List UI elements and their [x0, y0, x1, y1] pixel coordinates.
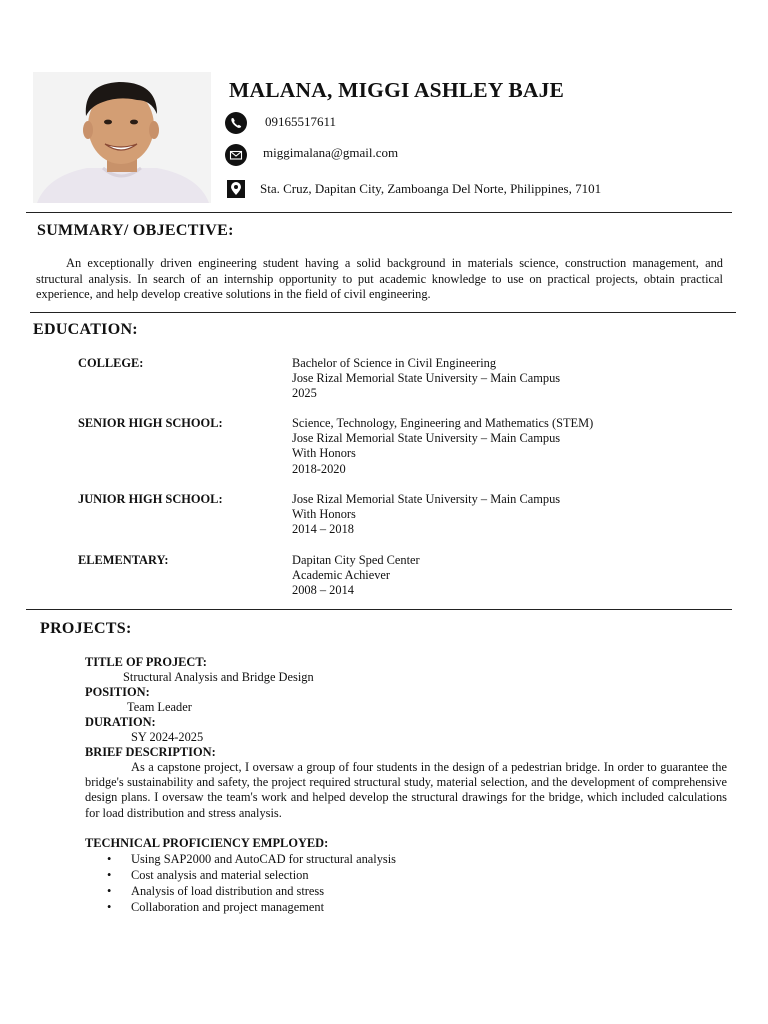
- education-details-college: [292, 356, 560, 402]
- education-line: With Honors: [292, 446, 356, 461]
- education-label-college: COLLEGE:: [78, 356, 144, 370]
- technical-proficiency-list: [85, 851, 396, 915]
- list-item: • Using SAP2000 and AutoCAD for structural analysis: [85, 851, 396, 867]
- summary-text: An exceptionally driven engineering student having a solid background in materials science, construction management, and structural analysis. In search of an internship opportunity to put academic knowledge to use on practical projects, obtain practical experience, and help develop creative solutions in the field of civil engineering.: [36, 256, 723, 302]
- mail-icon: [225, 144, 247, 166]
- education-line: Jose Rizal Memorial State University – Main Campus: [292, 492, 561, 506]
- project-description-text: As a capstone project, I oversaw a group of four students in the design of a pedestrian bridge. In order to guarantee the bridge's sustainability and safety, the project required structural study, material selection, and the development of comprehensive design plans. I oversaw the team's work and helped develop the structural drawings for the bridge, which included calculations for load distribution and stress analysis.: [85, 760, 727, 820]
- location-icon: [227, 180, 245, 198]
- education-details-senior-high: [292, 416, 593, 477]
- summary-heading: SUMMARY/ OBJECTIVE:: [37, 222, 234, 239]
- email-address: miggimalana@gmail.com: [263, 145, 399, 160]
- education-line: Science, Technology, Engineering and Mathematics (STEM): [292, 416, 594, 430]
- project-position-value: Team Leader: [127, 700, 192, 714]
- phone-icon: [225, 112, 247, 134]
- home-address: Sta. Cruz, Dapitan City, Zamboanga Del Norte, Philippines, 7101: [260, 181, 602, 196]
- section-divider: [26, 609, 732, 610]
- list-item: • Collaboration and project management: [85, 899, 396, 915]
- technical-proficiency-label: TECHNICAL PROFICIENCY EMPLOYED:: [85, 836, 329, 850]
- education-line: 2014 – 2018: [292, 522, 354, 537]
- phone-number: 09165517611: [265, 114, 337, 129]
- project-title-label: TITLE OF PROJECT:: [85, 655, 207, 669]
- education-details-junior-high: [292, 492, 560, 538]
- project-description-label: BRIEF DESCRIPTION:: [85, 745, 216, 759]
- education-line: 2025: [292, 386, 317, 401]
- education-line: 2018-2020: [292, 461, 346, 476]
- project-duration-value: SY 2024-2025: [131, 730, 204, 744]
- profile-photo-illustration: [33, 72, 211, 203]
- project-duration-label: DURATION:: [85, 715, 156, 729]
- list-item: • Analysis of load distribution and stress: [85, 883, 396, 899]
- education-line: Bachelor of Science in Civil Engineering: [292, 356, 497, 370]
- project-position-label: POSITION:: [85, 685, 150, 699]
- education-heading: EDUCATION:: [33, 321, 138, 338]
- education-label-junior-high: JUNIOR HIGH SCHOOL:: [78, 492, 223, 506]
- education-line: Jose Rizal Memorial State University – Main Campus: [292, 431, 561, 446]
- education-line: Academic Achiever: [292, 568, 391, 583]
- education-label-senior-high: SENIOR HIGH SCHOOL:: [78, 416, 223, 430]
- education-line: Dapitan City Sped Center: [292, 553, 420, 567]
- education-line: With Honors: [292, 507, 356, 522]
- list-item: • Cost analysis and material selection: [85, 867, 396, 883]
- candidate-name: MALANA, MIGGI ASHLEY BAJE: [229, 78, 565, 102]
- section-divider: [26, 212, 732, 213]
- education-label-elementary: ELEMENTARY:: [78, 553, 169, 567]
- section-divider: [30, 312, 736, 313]
- project-title-value: Structural Analysis and Bridge Design: [123, 670, 314, 684]
- education-details-elementary: [292, 553, 420, 599]
- projects-heading: PROJECTS:: [40, 620, 132, 637]
- education-line: Jose Rizal Memorial State University – Main Campus: [292, 371, 561, 386]
- education-line: 2008 – 2014: [292, 583, 354, 598]
- profile-photo: [33, 72, 211, 203]
